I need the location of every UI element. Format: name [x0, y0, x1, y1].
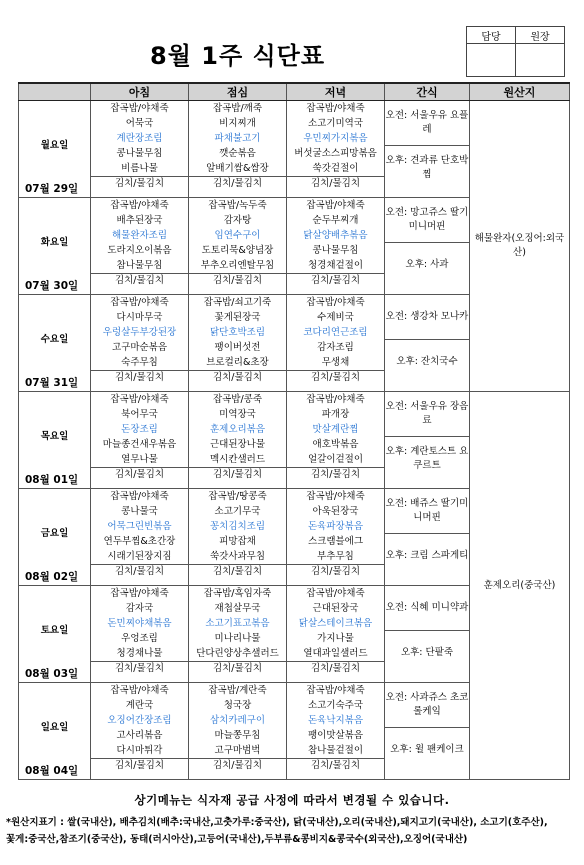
dinner-cell: [287, 489, 385, 586]
breakfast-item: 잡곡밥/야채죽: [110, 297, 169, 308]
breakfast-item: 마늘종건새우볶음: [102, 439, 177, 450]
dinner-kimchi: 김치/물김치: [287, 564, 384, 579]
lunch-kimchi: 김치/물김치: [189, 661, 286, 676]
dinner-item: 맛살계란찜: [312, 424, 359, 435]
snack-afternoon: 오후: 윌 팬케이크: [390, 744, 464, 755]
breakfast-item: 참나물무침: [116, 260, 163, 271]
breakfast-item: 북어무국: [121, 409, 158, 420]
lunch-item: 파채불고기: [214, 133, 261, 144]
day-name: 목요일: [40, 431, 69, 442]
dinner-item: 부추무침: [317, 551, 354, 562]
lunch-item: 마늘쫑무침: [214, 730, 261, 741]
breakfast-item: 돈민찌야채볶음: [107, 618, 172, 629]
day-cell: [19, 198, 91, 295]
breakfast-item: 우렁살두부강된장: [102, 327, 177, 338]
lunch-item: 미나리나물: [214, 633, 261, 644]
origin-cell: 해물완자(오징어:외국산): [470, 101, 570, 392]
lunch-item: 고구마범벅: [214, 745, 261, 756]
lunch-cell: [189, 489, 287, 586]
lunch-items: [189, 295, 286, 370]
breakfast-item: 비름나물: [121, 163, 158, 174]
lunch-item: 감자탕: [223, 215, 252, 226]
lunch-item: 도토리묵&양념장: [201, 245, 274, 256]
breakfast-kimchi: 김치/물김치: [91, 564, 188, 579]
breakfast-item: 돈장조림: [121, 424, 158, 435]
lunch-item: 미역장국: [219, 409, 256, 420]
day-cell: [19, 295, 91, 392]
lunch-item: 청국장: [223, 700, 252, 711]
breakfast-item: 잡곡밥/야채죽: [110, 588, 169, 599]
dinner-item: 잡곡밥/야채죽: [306, 685, 365, 696]
lunch-cell: [189, 586, 287, 683]
snack-morning: 오전: 서울우유 요플레: [385, 101, 469, 146]
lunch-item: 깻순볶음: [219, 148, 256, 159]
snack-afternoon: 오후: 사과: [405, 259, 449, 270]
lunch-item: 잡곡밥/계란죽: [208, 685, 267, 696]
day-row: [19, 392, 570, 489]
lunch-item: 소고기표고볶음: [205, 618, 270, 629]
lunch-items: [189, 489, 286, 564]
snack-cell: [385, 586, 470, 683]
breakfast-items: [91, 586, 188, 661]
snack-afternoon: 오후: 계란토스트 요쿠르트: [385, 446, 469, 471]
lunch-item: 잡곡밥/녹두죽: [208, 200, 267, 211]
snack-morning: 오전: 배쥬스 딸기미니머핀: [385, 489, 469, 534]
dinner-item: 쑥갓겉절이: [312, 163, 359, 174]
breakfast-item: 잡곡밥/야채죽: [110, 103, 169, 114]
dinner-items: [287, 683, 384, 758]
breakfast-items: [91, 198, 188, 273]
lunch-items: [189, 198, 286, 273]
breakfast-item: 계란장조림: [116, 133, 163, 144]
day-row: [19, 101, 570, 198]
dinner-items: [287, 586, 384, 661]
dinner-item: 잡곡밥/야채죽: [306, 297, 365, 308]
snack-afternoon: 오후: 크림 스파게티: [385, 550, 469, 561]
dinner-kimchi: 김치/물김치: [287, 661, 384, 676]
snack-morning: 오전: 생강차 모나카: [385, 295, 469, 340]
breakfast-kimchi: 김치/물김치: [91, 467, 188, 482]
approval-signature-director: [516, 44, 565, 77]
lunch-cell: [189, 295, 287, 392]
dinner-item: 코다리연근조림: [303, 327, 368, 338]
dinner-item: 얼갈이겉절이: [307, 454, 364, 465]
page-title: 8월 1주 식단표: [150, 42, 326, 70]
snack-morning: 오전: 망고쥬스 딸기미니머핀: [385, 198, 469, 243]
dinner-item: 열대과일샐러드: [303, 648, 368, 659]
header-origin: 원산지: [470, 83, 570, 101]
lunch-item: 잡곡밥/흑임자죽: [203, 588, 272, 599]
lunch-cell: [189, 683, 287, 780]
day-date: 08월 02일: [25, 571, 79, 583]
breakfast-item: 연두부찜&초간장: [103, 536, 176, 547]
breakfast-item: 오징어간장조림: [107, 715, 172, 726]
breakfast-items: [91, 489, 188, 564]
breakfast-kimchi: 김치/물김치: [91, 661, 188, 676]
lunch-item: 훈제오리볶음: [209, 424, 266, 435]
lunch-items: [189, 392, 286, 467]
dinner-kimchi: 김치/물김치: [287, 467, 384, 482]
lunch-item: 꽁치김치조림: [209, 521, 266, 532]
breakfast-kimchi: 김치/물김치: [91, 758, 188, 773]
header-dinner: 저녁: [287, 83, 385, 101]
breakfast-item: 계란국: [125, 700, 154, 711]
day-name: 화요일: [40, 237, 69, 248]
day-date: 08월 03일: [25, 668, 79, 680]
origin-footnote-line2: 꽃게:중국산,참조기(중국산), 동태(러시아산),고등어(국내산),두부류&콩비지&콩국수(외국산),오징어(국내산): [6, 834, 468, 845]
dinner-item: 아욱된장국: [312, 506, 359, 517]
day-name: 수요일: [40, 334, 69, 345]
approval-label-director: 원장: [516, 27, 565, 44]
day-name: 토요일: [40, 625, 69, 636]
dinner-item: 버섯굴소스피망볶음: [294, 148, 377, 159]
dinner-item: 팽이맛살볶음: [307, 730, 364, 741]
lunch-items: [189, 586, 286, 661]
lunch-kimchi: 김치/물김치: [189, 564, 286, 579]
snack-cell: [385, 295, 470, 392]
breakfast-item: 청경채나물: [116, 648, 163, 659]
day-cell: [19, 683, 91, 780]
header-snack: 간식: [385, 83, 470, 101]
approval-box: [466, 26, 565, 77]
approval-signature-staff: [467, 44, 516, 77]
snack-morning: 오전: 식혜 미니약과: [385, 586, 469, 631]
origin-footnote: [6, 814, 580, 848]
breakfast-cell: [91, 683, 189, 780]
breakfast-items: [91, 101, 188, 176]
day-name: 월요일: [40, 140, 69, 151]
dinner-kimchi: 김치/물김치: [287, 273, 384, 288]
snack-cell: [385, 392, 470, 489]
snack-cell: [385, 198, 470, 295]
dinner-item: 돈육파장볶음: [307, 521, 364, 532]
breakfast-item: 도라지오이볶음: [107, 245, 172, 256]
breakfast-item: 고사리볶음: [116, 730, 163, 741]
breakfast-item: 열무나물: [121, 454, 158, 465]
day-cell: [19, 489, 91, 586]
dinner-item: 닭살양배추볶음: [303, 230, 368, 241]
breakfast-cell: [91, 101, 189, 198]
breakfast-cell: [91, 489, 189, 586]
snack-cell: [385, 683, 470, 780]
day-date: 07월 31일: [25, 377, 79, 389]
origin-footnote-line1: *원산지표기 : 쌀(국내산), 배추김치(배추:국내산,고춧가루:중국산), 닭(국내산),오리(국내산),돼지고기(국내산), 소고기(호주산),: [6, 817, 548, 828]
day-date: 08월 01일: [25, 474, 79, 486]
lunch-cell: [189, 101, 287, 198]
breakfast-cell: [91, 392, 189, 489]
lunch-item: 단다린양상추샐러드: [196, 648, 279, 659]
dinner-items: [287, 198, 384, 273]
lunch-item: 잡곡밥/땅콩죽: [208, 491, 267, 502]
lunch-item: 알배기쌈&쌈장: [206, 163, 269, 174]
day-cell: [19, 101, 91, 198]
snack-afternoon: 오후: 잔치국수: [396, 356, 458, 367]
snack-afternoon: 오후: 단팥죽: [400, 647, 454, 658]
dinner-kimchi: 김치/물김치: [287, 758, 384, 773]
breakfast-kimchi: 김치/물김치: [91, 370, 188, 385]
dinner-item: 수제비국: [317, 312, 354, 323]
snack-afternoon: 오후: 견과류 단호박찜: [385, 155, 469, 180]
breakfast-cell: [91, 295, 189, 392]
lunch-item: 피망잡채: [219, 536, 256, 547]
lunch-item: 닭단호박조림: [209, 327, 266, 338]
dinner-item: 가지나물: [317, 633, 354, 644]
dinner-kimchi: 김치/물김치: [287, 176, 384, 191]
dinner-item: 닭살스테이크볶음: [298, 618, 373, 629]
dinner-cell: [287, 586, 385, 683]
snack-morning: 오전: 사과쥬스 초코롤케잌: [385, 683, 469, 728]
breakfast-item: 잡곡밥/야채죽: [110, 491, 169, 502]
lunch-item: 잡곡밥/깨죽: [212, 103, 263, 114]
snack-cell: [385, 101, 470, 198]
lunch-items: [189, 101, 286, 176]
snack-morning: 오전: 서울우유 장음료: [385, 392, 469, 437]
dinner-items: [287, 101, 384, 176]
breakfast-cell: [91, 586, 189, 683]
breakfast-item: 배추된장국: [116, 215, 163, 226]
header-day: [19, 83, 91, 101]
dinner-item: 참나물겉절이: [307, 745, 364, 756]
breakfast-item: 시래기된장지짐: [107, 551, 172, 562]
dinner-cell: [287, 198, 385, 295]
dinner-items: [287, 295, 384, 370]
dinner-item: 잡곡밥/야채죽: [306, 103, 365, 114]
lunch-kimchi: 김치/물김치: [189, 758, 286, 773]
breakfast-item: 잡곡밥/야채죽: [110, 685, 169, 696]
origin-cell: 훈제오리(중국산): [470, 392, 570, 780]
lunch-item: 재첩살무국: [214, 603, 261, 614]
dinner-items: [287, 489, 384, 564]
breakfast-item: 고구마순볶음: [111, 342, 168, 353]
dinner-item: 애호박볶음: [312, 439, 359, 450]
breakfast-item: 어묵국: [125, 118, 154, 129]
dinner-cell: [287, 683, 385, 780]
breakfast-item: 감자국: [125, 603, 154, 614]
dinner-item: 잡곡밥/야채죽: [306, 394, 365, 405]
breakfast-item: 숙주무침: [121, 357, 158, 368]
dinner-item: 근대된장국: [312, 603, 359, 614]
lunch-item: 근대된장나물: [209, 439, 266, 450]
lunch-item: 잡곡밥/쇠고기죽: [203, 297, 272, 308]
dinner-item: 순두부찌개: [312, 215, 359, 226]
dinner-item: 돈육낙지볶음: [307, 715, 364, 726]
lunch-cell: [189, 198, 287, 295]
dinner-item: 파개장: [321, 409, 350, 420]
day-date: 07월 30일: [25, 280, 79, 292]
lunch-items: [189, 683, 286, 758]
day-date: 08월 04일: [25, 765, 79, 777]
breakfast-item: 잡곡밥/야채죽: [110, 394, 169, 405]
notice-text: 상기메뉴는 식자재 공급 사정에 따라서 변경될 수 있습니다.: [134, 793, 450, 807]
lunch-item: 브로컬리&초장: [206, 357, 269, 368]
dinner-item: 소고기미역국: [307, 118, 364, 129]
dinner-item: 콩나물무침: [312, 245, 359, 256]
day-date: 07월 29일: [25, 183, 79, 195]
breakfast-items: [91, 392, 188, 467]
lunch-item: 비지찌개: [219, 118, 256, 129]
day-name: 금요일: [40, 528, 69, 539]
day-cell: [19, 586, 91, 683]
dinner-item: 소고기숙주국: [307, 700, 364, 711]
meal-table: [18, 82, 570, 780]
lunch-item: 팽이버섯전: [214, 342, 261, 353]
breakfast-kimchi: 김치/물김치: [91, 176, 188, 191]
day-name: 일요일: [40, 722, 69, 733]
breakfast-item: 잡곡밥/야채죽: [110, 200, 169, 211]
dinner-cell: [287, 295, 385, 392]
meal-table-header: [19, 83, 570, 101]
breakfast-item: 다시마무국: [116, 312, 163, 323]
lunch-item: 임연수구이: [214, 230, 261, 241]
lunch-kimchi: 김치/물김치: [189, 467, 286, 482]
snack-cell: [385, 489, 470, 586]
dinner-cell: [287, 392, 385, 489]
dinner-kimchi: 김치/물김치: [287, 370, 384, 385]
lunch-item: 부추오리엔탈무침: [200, 260, 275, 271]
header-lunch: 점심: [189, 83, 287, 101]
dinner-item: 잡곡밥/야채죽: [306, 588, 365, 599]
breakfast-item: 우엉조림: [121, 633, 158, 644]
dinner-items: [287, 392, 384, 467]
breakfast-item: 해물완자조림: [111, 230, 168, 241]
day-cell: [19, 392, 91, 489]
dinner-item: 스크램블에그: [307, 536, 364, 547]
lunch-item: 잡곡밥/콩죽: [212, 394, 263, 405]
dinner-item: 우민찌가지볶음: [303, 133, 368, 144]
breakfast-item: 다시마튀각: [116, 745, 163, 756]
dinner-cell: [287, 101, 385, 198]
lunch-item: 쑥갓사과무침: [209, 551, 266, 562]
approval-label-staff: 담당: [467, 27, 516, 44]
lunch-item: 멕시칸샐러드: [209, 454, 266, 465]
breakfast-cell: [91, 198, 189, 295]
breakfast-items: [91, 295, 188, 370]
lunch-item: 소고기무국: [214, 506, 261, 517]
lunch-kimchi: 김치/물김치: [189, 176, 286, 191]
lunch-kimchi: 김치/물김치: [189, 273, 286, 288]
header-breakfast: 아침: [91, 83, 189, 101]
breakfast-item: 콩나물무침: [116, 148, 163, 159]
lunch-kimchi: 김치/물김치: [189, 370, 286, 385]
breakfast-items: [91, 683, 188, 758]
dinner-item: 감자조림: [317, 342, 354, 353]
dinner-item: 청경채겉절이: [307, 260, 364, 271]
breakfast-item: 콩나물국: [121, 506, 158, 517]
lunch-cell: [189, 392, 287, 489]
dinner-item: 무생채: [321, 357, 350, 368]
dinner-item: 잡곡밥/야채죽: [306, 200, 365, 211]
dinner-item: 잡곡밥/야채죽: [306, 491, 365, 502]
lunch-item: 꽃게된장국: [214, 312, 261, 323]
lunch-item: 삼치카레구이: [209, 715, 266, 726]
breakfast-item: 어묵그린빈볶음: [107, 521, 172, 532]
breakfast-kimchi: 김치/물김치: [91, 273, 188, 288]
